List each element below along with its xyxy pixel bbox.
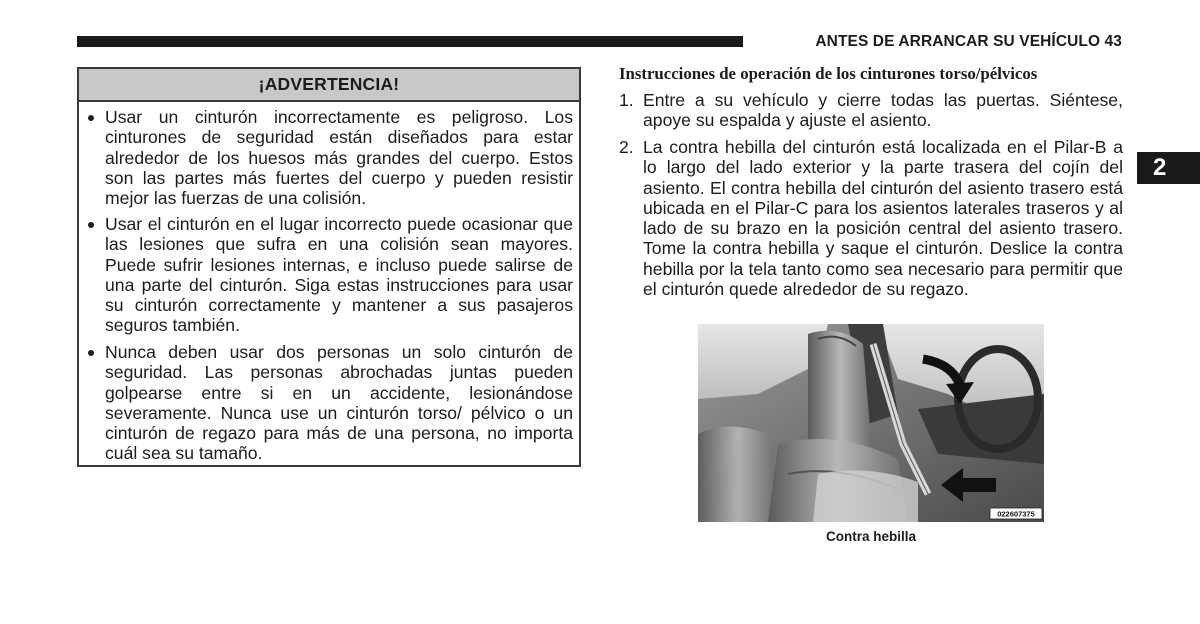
warning-item: [105, 342, 573, 464]
step-text: Entre a su vehículo y cierre todas las puertas. Siéntese, apoye su espalda y ajuste el asiento.: [643, 90, 1123, 131]
warning-item-text: Nunca deben usar dos personas un solo cinturón de seguridad. Las personas abrochadas juntas pueden golpearse entre si en un accidente, lesionándose severamente. Nunca use un cinturón torso/ pélvico o un cinturón de regazo para más de una persona, no importa cuál sea su tamaño.: [105, 342, 573, 464]
figure-code: 022607375: [997, 509, 1035, 519]
step-text: La contra hebilla del cinturón está localizada en el Pilar-B a lo largo del lado exterior y la parte trasera del cojín del asiento. El contra hebilla del cinturón del asiento trasero está ubicada en el Pilar-C para los asientos laterales traseros y al lado de su brazo en la posición central del asiento trasero. Tome la contra hebilla y saque el cinturón. Deslice la contra hebilla por la tela tanto como sea necesario para permitir que el cinturón quede alrededor de su regazo.: [643, 137, 1123, 300]
warning-box: [77, 67, 581, 467]
warning-item: [105, 107, 573, 208]
bullet-icon: [88, 350, 94, 356]
running-head: ANTES DE ARRANCAR SU VEHÍCULO 43: [815, 33, 1122, 50]
warning-item: [105, 214, 573, 336]
step-number: 2.: [619, 137, 634, 157]
bullet-icon: [88, 115, 94, 121]
figure-caption: Contra hebilla: [825, 529, 916, 544]
section-title: Instrucciones de operación de los cinturones torso/pélvicos: [619, 64, 1038, 83]
warning-title: ¡ADVERTENCIA!: [79, 69, 579, 102]
chapter-tab[interactable]: 2: [1137, 152, 1200, 184]
seat-belt-photo: [698, 324, 1044, 522]
car-interior-illustration: [698, 324, 1044, 522]
warning-item-text: Usar el cinturón en el lugar incorrecto puede ocasionar que las lesiones que sufra en una colisión sean mayores. Puede sufrir lesiones internas, e incluso puede salirse de una parte del cinturón. Siga estas instrucciones para usar su cinturón correctamente y mantener a sus pasajeros seguros también.: [105, 214, 573, 336]
warning-item-text: Usar un cinturón incorrectamente es peligroso. Los cinturones de seguridad están diseñados para estar alrededor de los huesos más grandes del cuerpo. Estos son las partes más fuertes del cuerpo y pueden resistir mejor las fuerzas de una colisión.: [105, 107, 573, 209]
step-number: 1.: [619, 90, 634, 110]
header-rule: [77, 36, 743, 47]
bullet-icon: [88, 222, 94, 228]
